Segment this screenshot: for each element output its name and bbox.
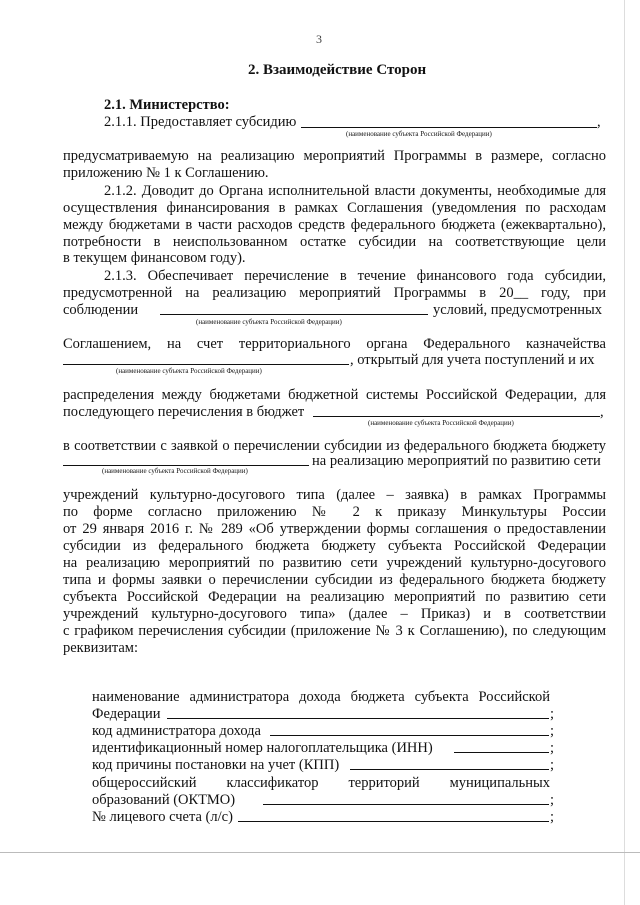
requisite-blank-6 xyxy=(238,821,549,822)
comma-2: , xyxy=(600,404,604,420)
subject-blank-4 xyxy=(313,416,600,417)
requisite-account: № лицевого счета (л/с) xyxy=(92,809,233,825)
clause-2-1-1-line-1: предусматриваемую на реализацию мероприятий Программы в размере, согласно xyxy=(63,148,606,164)
section-title: 2. Взаимодействие Сторон xyxy=(248,62,427,78)
clause-2-1-3-tail-4: субсидии из федерального бюджета бюджету субъекта Российской Федерации xyxy=(63,538,606,554)
semicolon: ; xyxy=(550,723,555,739)
requisite-oktmo: общероссийский классификатор территорий муниципальных xyxy=(92,775,550,791)
clause-2-1-3-tail-6: типа и формы заявки о перечислении субсидии из федерального бюджета бюджету xyxy=(63,572,606,588)
semicolon: ; xyxy=(550,757,555,773)
clause-2-1-2-line-1: 2.1.2. Доводит до Органа исполнительной власти документы, необходимые для xyxy=(104,183,606,199)
clause-2-1-3-last: реквизитам: xyxy=(63,640,138,656)
caption-subject-4: (наименование субъекта Российской Федерации) xyxy=(368,419,514,427)
requisite-blank-5 xyxy=(263,804,549,805)
requisite-blank-3 xyxy=(454,752,549,753)
page-number: 3 xyxy=(316,32,322,46)
clause-2-1-3-tail-1: учреждений культурно-досугового типа (далее – заявка) в рамках Программы xyxy=(63,487,606,503)
semicolon: ; xyxy=(550,706,555,722)
clause-2-1-3-tail-7: субъекта Российской Федерации на реализацию мероприятий по развитию сети xyxy=(63,589,606,605)
clause-2-1-3-line-7: последующего перечисления в бюджет xyxy=(63,404,305,420)
requisite-oktmo-cont: образований (ОКТМО) xyxy=(92,792,236,808)
caption-subject-3: (наименование субъекта Российской Федерации) xyxy=(116,367,262,375)
clause-2-1-1-line-2: приложению № 1 к Соглашению. xyxy=(63,165,269,181)
clause-2-1-3-tail-2: по форме согласно приложению № 2 к приказу Минкультуры России xyxy=(63,504,606,520)
caption-subject-1: (наименование субъекта Российской Федерации) xyxy=(346,130,492,138)
subject-blank-1 xyxy=(301,127,597,128)
requisite-kpp: код причины постановки на учет (КПП) xyxy=(92,757,340,773)
clause-2-1-3-line-1: 2.1.3. Обеспечивает перечисление в течение финансового года субсидии, xyxy=(104,268,606,284)
requisite-admin-name: наименование администратора дохода бюджета субъекта Российской xyxy=(92,689,550,705)
clause-2-1-3-line-3b: условий, предусмотренных xyxy=(433,302,603,318)
semicolon: ; xyxy=(550,740,555,756)
clause-2-1-2-line-5: в текущем финансовом году). xyxy=(63,250,246,266)
clause-2-1-2-line-2: осуществления финансирования в рамках Соглашения (уведомления по расходам xyxy=(63,200,606,216)
clause-2-1-3-line-4: Соглашением, на счет территориального органа Федерального казначейства xyxy=(63,336,606,352)
clause-2-1-2-line-3: между бюджетами в части расходов средств федерального бюджета (ежеквартально), xyxy=(63,217,606,233)
scan-bottom-rule xyxy=(0,852,640,853)
subject-blank-3 xyxy=(63,364,349,365)
clause-2-1-3-tail-8: учреждений культурно-досугового типа» (далее – Приказ) и в соответствии xyxy=(63,606,606,622)
clause-2-1-3-line-2: предусмотренной на реализацию мероприятий Программы в 20__ году, при xyxy=(63,285,606,301)
semicolon: ; xyxy=(550,792,555,808)
clause-2-1-3-line-9: на реализацию мероприятий по развитию сети xyxy=(312,453,601,469)
ministry-heading: 2.1. Министерство: xyxy=(104,97,230,113)
requisite-blank-2 xyxy=(270,735,549,736)
scan-edge xyxy=(624,0,625,905)
clause-2-1-3-line-5: , открытый для учета поступлений и их xyxy=(350,352,595,368)
requisite-blank-1 xyxy=(167,718,549,719)
caption-subject-5: (наименование субъекта Российской Федерации) xyxy=(102,467,248,475)
clause-2-1-3-tail-5: на реализацию мероприятий по развитию сети учреждений культурно-досугового xyxy=(63,555,606,571)
caption-subject-2: (наименование субъекта Российской Федерации) xyxy=(196,318,342,326)
clause-2-1-3-tail-3: от 29 января 2016 г. № 289 «Об утверждении формы соглашения о предоставлении xyxy=(63,521,606,537)
requisite-admin-name-cont: Федерации xyxy=(92,706,161,722)
requisite-inn: идентификационный номер налогоплательщика (ИНН) xyxy=(92,740,433,756)
semicolon: ; xyxy=(550,809,555,825)
clause-2-1-2-line-4: потребности в неиспользованном остатке субсидии на соответствующие цели xyxy=(63,234,606,250)
requisite-blank-4 xyxy=(350,769,549,770)
clause-2-1-3-line-6: распределения между бюджетами бюджетной системы Российской Федерации, для xyxy=(63,387,606,403)
clause-2-1-3-line-3a: соблюдении xyxy=(63,302,139,318)
requisite-admin-code: код администратора дохода xyxy=(92,723,261,739)
clause-2-1-3-tail-9: с графиком перечисления субсидии (приложение № 3 к Соглашению), по следующим xyxy=(63,623,606,639)
comma: , xyxy=(597,114,601,130)
clause-2-1-1: 2.1.1. Предоставляет субсидию xyxy=(104,114,297,130)
subject-blank-2 xyxy=(160,314,428,315)
clause-2-1-3-line-8: в соответствии с заявкой о перечислении субсидии из федерального бюджета бюджету xyxy=(63,438,606,454)
subject-blank-5 xyxy=(63,465,309,466)
